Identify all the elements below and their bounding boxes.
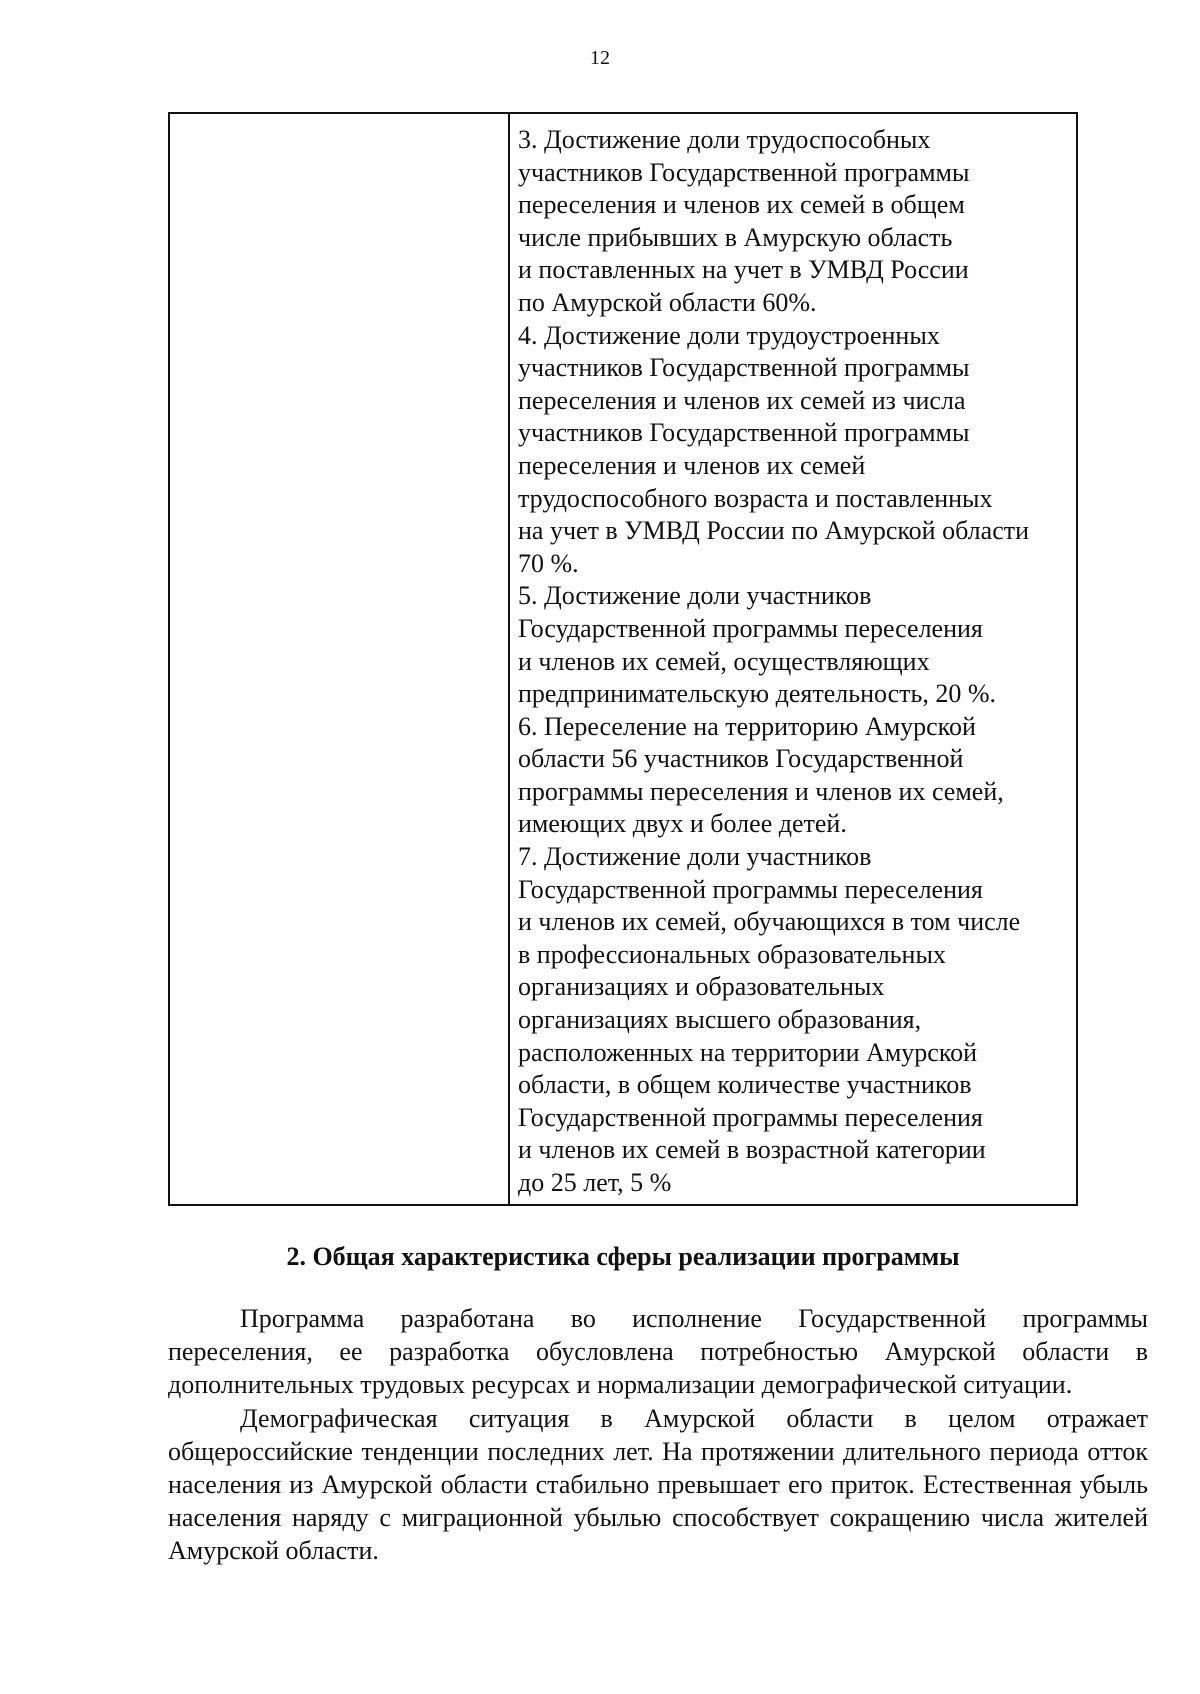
indicator-line: и членов их семей, осуществляющих bbox=[518, 646, 930, 676]
indicator-line: 7. Достижение доли участников bbox=[518, 842, 872, 872]
paragraph: Демографическая ситуация в Амурской области в целом отражает общероссийские тенденции последних лет. На протяжении длительного периода отток населения из Амурской области стабильно превышает его приток. Естественная убыль населения наряду с миграционной убылью способствует сокращению числа жителей Амурской области. bbox=[168, 1403, 1148, 1566]
indicator-line: участников Государственной программы bbox=[518, 418, 970, 448]
indicator-line: и членов их семей в возрастной категории bbox=[518, 1135, 986, 1165]
table-left-cell bbox=[170, 114, 510, 1204]
indicator-line: предпринимательскую деятельность, 20 %. bbox=[518, 679, 997, 709]
indicators-table bbox=[168, 112, 1078, 1206]
indicator-line: области, в общем количестве участников bbox=[518, 1070, 972, 1100]
indicator-line: трудоспособного возраста и поставленных bbox=[518, 483, 993, 513]
table-right-cell bbox=[510, 114, 1076, 1204]
indicator-line: организациях и образовательных bbox=[518, 972, 885, 1002]
indicator-line: организациях высшего образования, bbox=[518, 1005, 922, 1035]
indicator-line: области 56 участников Государственной bbox=[518, 744, 964, 774]
indicator-line: до 25 лет, 5 % bbox=[518, 1168, 672, 1197]
indicator-line: на учет в УМВД России по Амурской области bbox=[518, 516, 1030, 546]
indicator-line: участников Государственной программы bbox=[518, 157, 970, 187]
indicator-line: числе прибывших в Амурскую область bbox=[518, 222, 953, 252]
indicator-line: переселения и членов их семей bbox=[518, 450, 866, 480]
indicator-line: имеющих двух и более детей. bbox=[518, 809, 847, 839]
section-heading: 2. Общая характеристика сферы реализации программы bbox=[286, 1242, 960, 1271]
indicator-line: участников Государственной программы bbox=[518, 353, 970, 383]
indicator-line: по Амурской области 60%. bbox=[518, 287, 817, 317]
indicator-line: и членов их семей, обучающихся в том числе bbox=[518, 907, 1021, 937]
indicator-line: 6. Переселение на территорию Амурской bbox=[518, 711, 976, 741]
indicator-line: переселения и членов их семей в общем bbox=[518, 190, 965, 220]
indicator-line: в профессиональных образовательных bbox=[518, 939, 946, 969]
section-body bbox=[168, 1302, 1148, 1568]
indicator-line: 3. Достижение доли трудоспособных bbox=[518, 125, 931, 154]
indicator-line: Государственной программы переселения bbox=[518, 613, 983, 643]
page-number: 12 bbox=[590, 47, 610, 69]
indicator-line: переселения и членов их семей из числа bbox=[518, 385, 966, 415]
indicator-line: 70 %. bbox=[518, 548, 579, 578]
indicator-line: программы переселения и членов их семей, bbox=[518, 776, 1004, 806]
indicator-line: Государственной программы переселения bbox=[518, 874, 983, 904]
indicator-line: 5. Достижение доли участников bbox=[518, 581, 872, 611]
indicator-line: и поставленных на учет в УМВД России bbox=[518, 255, 969, 285]
paragraph: Программа разработана во исполнение Государственной программы переселения, ее разработка обусловлена потребностью Амурской области в дополнительных трудовых ресурсах и нормализации демографической ситуации. bbox=[168, 1304, 1148, 1400]
indicator-line: Государственной программы переселения bbox=[518, 1102, 983, 1132]
indicator-line: расположенных на территории Амурской bbox=[518, 1037, 978, 1067]
indicator-line: 4. Достижение доли трудоустроенных bbox=[518, 320, 940, 350]
